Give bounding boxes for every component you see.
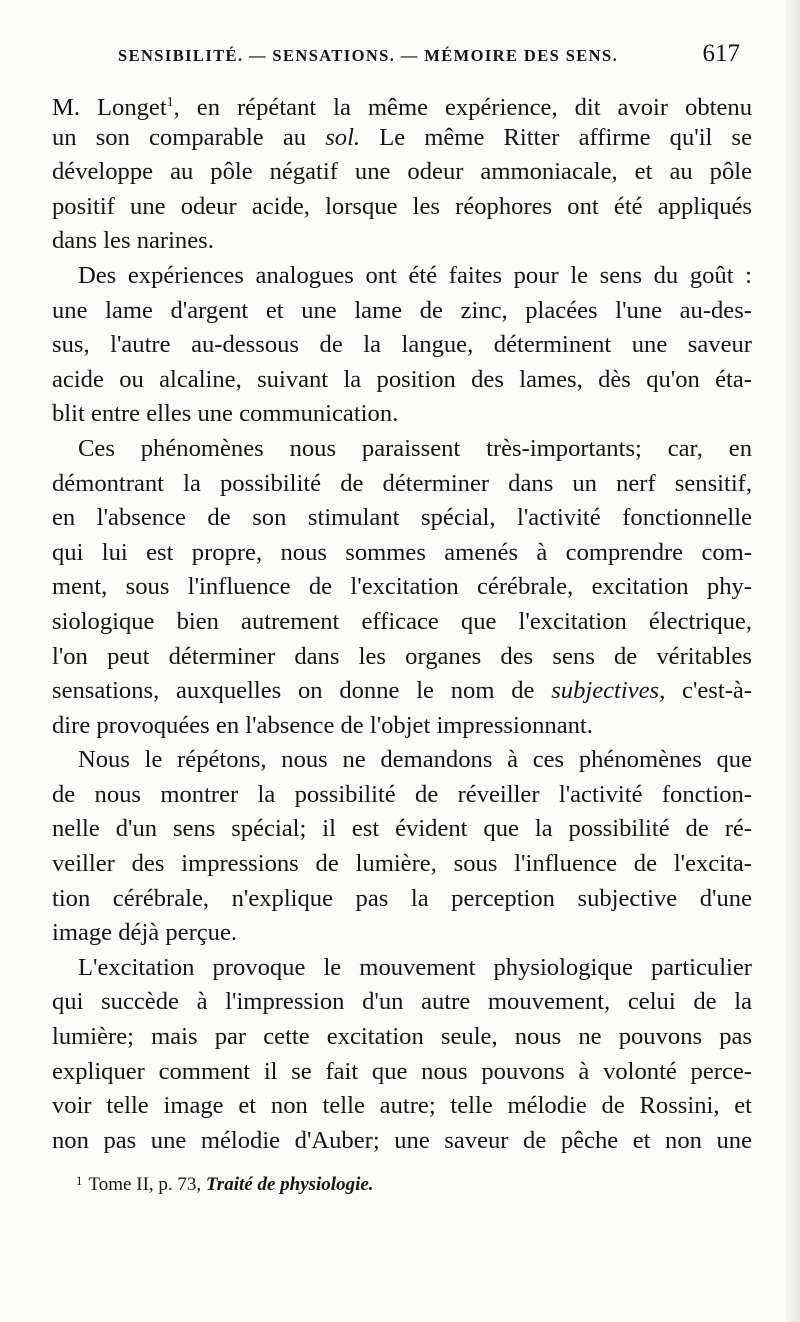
italic-term: sol. [325, 123, 361, 151]
line-text: Des expériences analogues ont été faites pour le sens du goût : [78, 261, 752, 289]
text-line [52, 467, 752, 502]
text-line [52, 847, 752, 882]
line-text: expliquer comment il se fait que nous pouvons à volonté perce- [52, 1057, 752, 1085]
text-line [52, 951, 752, 986]
text-line [52, 397, 752, 432]
line-text: nelle d'un sens spécial; il est évident que la possibilité de ré- [52, 815, 752, 843]
line-text: M. Longet [52, 94, 167, 121]
text-line [52, 86, 752, 121]
line-text: dire provoquées en l'absence de l'objet impressionnant. [52, 711, 593, 739]
text-line [52, 916, 752, 951]
text-line [52, 190, 752, 225]
line-text: sus, l'autre au-dessous de la langue, déterminent une saveur [52, 331, 752, 359]
page-edge-shadow [786, 0, 800, 1322]
line-text: l'on peut déterminer dans les organes des sens de véritables [52, 642, 752, 670]
line-text: positif une odeur acide, lorsque les réophores ont été appliqués [52, 192, 752, 220]
line-text: L'excitation provoque le mouvement physiologique particulier [78, 953, 752, 981]
footnote [76, 1168, 756, 1198]
line-text: un son comparable au [52, 123, 326, 151]
text-line [52, 501, 752, 536]
text-line [52, 1020, 752, 1055]
line-text: blit entre elles une communication. [52, 400, 399, 428]
page-number: 617 [702, 40, 740, 67]
text-line [52, 259, 752, 294]
line-text: sensations, auxquelles on donne le nom de [52, 677, 552, 705]
text-line [52, 121, 752, 156]
text-line [52, 1089, 752, 1124]
footnote-text: Tome II, p. 73, [88, 1174, 206, 1195]
line-text: dans les narines. [52, 227, 214, 255]
text-line [52, 432, 752, 467]
line-text: démontrant la possibilité de déterminer dans un nerf sensitif, [52, 469, 752, 497]
running-head [118, 40, 740, 70]
text-line [52, 709, 752, 744]
text-line [52, 328, 752, 363]
footnote-mark: 1 [76, 1173, 83, 1188]
text-line [52, 570, 752, 605]
line-text: image déjà perçue. [52, 919, 238, 947]
line-text: en l'absence de son stimulant spécial, l'activité fonctionnelle [52, 504, 752, 532]
text-line [52, 778, 752, 813]
line-text: veiller des impressions de lumière, sous l'influence de l'excita- [52, 850, 752, 878]
text-line [52, 812, 752, 847]
line-text: Ces phénomènes nous paraissent très-importants; car, en [78, 434, 752, 462]
line-text: siologique bien autrement efficace que l'excitation électrique, [52, 607, 752, 635]
line-text: qui succède à l'impression d'un autre mouvement, celui de la [52, 988, 752, 1016]
line-text: lumière; mais par cette excitation seule, nous ne pouvons pas [52, 1023, 752, 1051]
italic-term: subjectives, [551, 677, 666, 705]
line-text: Le même Ritter affirme qu'il se [360, 123, 752, 151]
text-line [52, 294, 752, 329]
text-line [52, 536, 752, 571]
body-text [52, 86, 752, 1158]
text-line [52, 1055, 752, 1090]
line-text: , en répétant la même expérience, dit avoir obtenu [173, 94, 752, 121]
running-title: SENSIBILITÉ. — SENSATIONS. — MÉMOIRE DES SENS. [118, 46, 619, 65]
line-text: de nous montrer la possibilité de réveiller l'activité fonction- [52, 780, 752, 808]
line-text: Nous le répétons, nous ne demandons à ces phénomènes que [78, 746, 752, 774]
text-line [52, 743, 752, 778]
line-text: acide ou alcaline, suivant la position des lames, dès qu'on éta- [52, 365, 752, 393]
text-line [52, 155, 752, 190]
line-text: c'est-à- [665, 677, 752, 705]
line-text: non pas une mélodie d'Auber; une saveur de pêche et non une [52, 1126, 752, 1154]
line-text: qui lui est propre, nous sommes amenés à comprendre com- [52, 538, 752, 566]
text-line [52, 882, 752, 917]
text-line [52, 985, 752, 1020]
line-text: ment, sous l'influence de l'excitation cérébrale, excitation phy- [52, 573, 752, 601]
line-text: voir telle image et non telle autre; telle mélodie de Rossini, et [52, 1092, 752, 1120]
line-text: tion cérébrale, n'explique pas la perception subjective d'une [52, 884, 752, 912]
footnote-reference: 1 [166, 95, 174, 110]
text-line [52, 674, 752, 709]
text-line [52, 224, 752, 259]
text-line [52, 605, 752, 640]
text-line [52, 640, 752, 675]
text-line [52, 363, 752, 398]
footnote-title: Traité de physiologie. [205, 1174, 374, 1195]
line-text: une lame d'argent et une lame de zinc, placées l'une au-des- [52, 296, 752, 324]
line-text: développe au pôle négatif une odeur ammoniacale, et au pôle [52, 158, 752, 186]
text-line [52, 1124, 752, 1159]
